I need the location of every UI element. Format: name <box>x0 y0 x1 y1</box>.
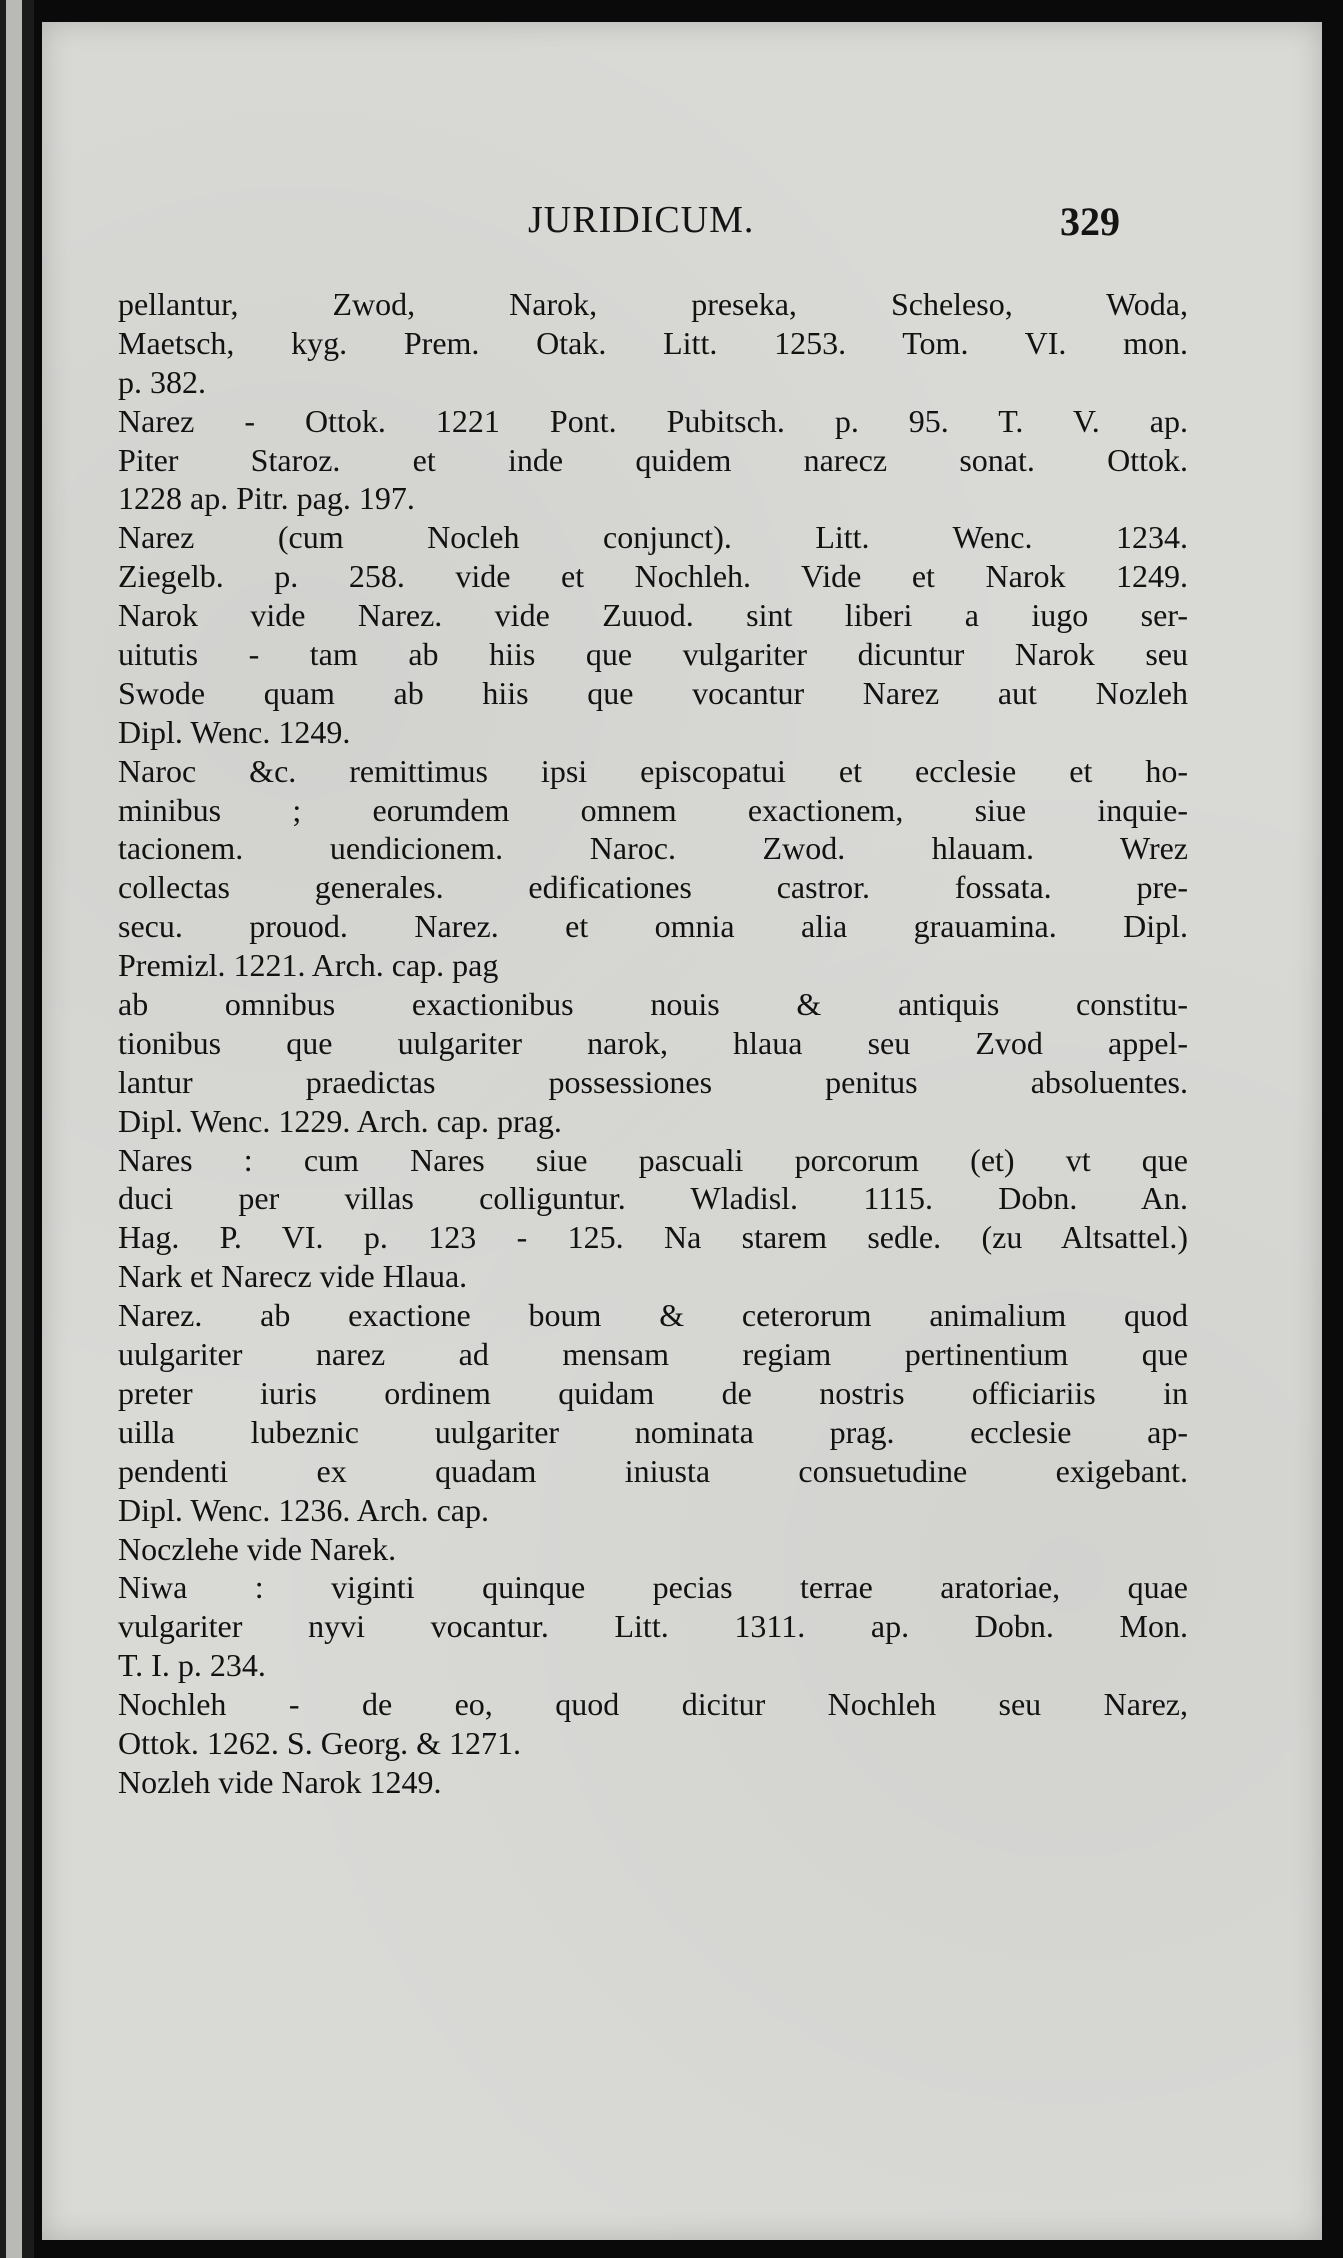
text-line: pellantur, Zwod, Narok, preseka, Scheleso, Woda, <box>118 286 1188 322</box>
text-line: Narez - Ottok. 1221 Pont. Pubitsch. p. 95. T. V. ap. <box>118 402 1188 439</box>
text-line: Ziegelb. p. 258. vide et Nochleh. Vide et Narok 1249. <box>118 558 1188 595</box>
glossary-text <box>118 285 1188 1802</box>
text-line: uilla lubeznic uulgariter nominata prag. ecclesie ap- <box>118 1413 1188 1450</box>
text-line: T. I. p. 234. <box>118 1647 266 1684</box>
text-line: Hag. P. VI. p. 123 - 125. Na starem sedle. (zu Altsattel.) <box>118 1219 1188 1256</box>
text-line: Nochleh - de eo, quod dicitur Nochleh seu Narez, <box>118 1686 1188 1723</box>
text-line: Narok vide Narez. vide Zuuod. sint liberi a iugo ser- <box>118 597 1188 634</box>
text-line: p. 382. <box>118 363 206 400</box>
text-line: secu. prouod. Narez. et omnia alia grauamina. Dipl. <box>118 908 1188 945</box>
text-line: uitutis - tam ab hiis que vulgariter dicuntur Narok seu <box>118 636 1188 673</box>
book-page <box>42 22 1322 2240</box>
text-line: tacionem. uendicionem. Naroc. Zwod. hlauam. Wrez <box>118 830 1188 867</box>
text-line: preter iuris ordinem quidam de nostris officiariis in <box>118 1374 1188 1411</box>
text-line: Dipl. Wenc. 1229. Arch. cap. prag. <box>118 1102 562 1139</box>
text-line: Naroc &c. remittimus ipsi episcopatui et ecclesie et ho- <box>118 752 1188 789</box>
text-line: Swode quam ab hiis que vocantur Narez aut Nozleh <box>118 674 1188 711</box>
text-line: Narez (cum Nocleh conjunct). Litt. Wenc. 1234. <box>118 519 1188 556</box>
text-line: 1228 ap. Pitr. pag. 197. <box>118 480 415 517</box>
previous-page-edge <box>6 0 22 2258</box>
book-gutter <box>0 0 34 2258</box>
text-line: Niwa : viginti quinque pecias terrae aratoriae, quae <box>118 1569 1188 1606</box>
text-line: Ottok. 1262. S. Georg. & 1271. <box>118 1724 521 1761</box>
text-line: Premizl. 1221. Arch. cap. pag <box>118 947 499 984</box>
text-line: Dipl. Wenc. 1249. <box>118 713 351 750</box>
text-line: collectas generales. edificationes castror. fossata. pre- <box>118 869 1188 906</box>
text-line: vulgariter nyvi vocantur. Litt. 1311. ap. Dobn. Mon. <box>118 1608 1188 1645</box>
text-line: Noczlehe vide Narek. <box>118 1530 397 1567</box>
text-line: pendenti ex quadam iniusta consuetudine exigebant. <box>118 1452 1188 1489</box>
text-line: Narez. ab exactione boum & ceterorum animalium quod <box>118 1297 1188 1334</box>
text-line: ab omnibus exactionibus nouis & antiquis constitu- <box>118 986 1188 1023</box>
text-line: Piter Staroz. et inde quidem narecz sonat. Ottok. <box>118 441 1188 478</box>
running-title: JURIDICUM. <box>528 199 755 241</box>
text-line: Maetsch, kyg. Prem. Otak. Litt. 1253. Tom. VI. mon. <box>118 324 1188 361</box>
text-line: lantur praedictas possessiones penitus absoluentes. <box>118 1063 1188 1100</box>
text-line: Nares : cum Nares siue pascuali porcorum (et) vt que <box>118 1141 1188 1178</box>
text-line: Nark et Narecz vide Hlaua. <box>118 1258 468 1295</box>
text-line: Nozleh vide Narok 1249. <box>118 1763 442 1800</box>
text-line: Dipl. Wenc. 1236. Arch. cap. <box>118 1491 489 1528</box>
text-line: uulgariter narez ad mensam regiam pertinentium que <box>118 1336 1188 1373</box>
text-line: minibus ; eorumdem omnem exactionem, siue inquie- <box>118 791 1188 828</box>
text-line: duci per villas colliguntur. Wladisl. 1115. Dobn. An. <box>118 1180 1188 1217</box>
text-line: tionibus que uulgariter narok, hlaua seu Zvod appel- <box>118 1024 1188 1061</box>
page-number: 329 <box>1060 199 1120 244</box>
page-header <box>42 198 1322 244</box>
